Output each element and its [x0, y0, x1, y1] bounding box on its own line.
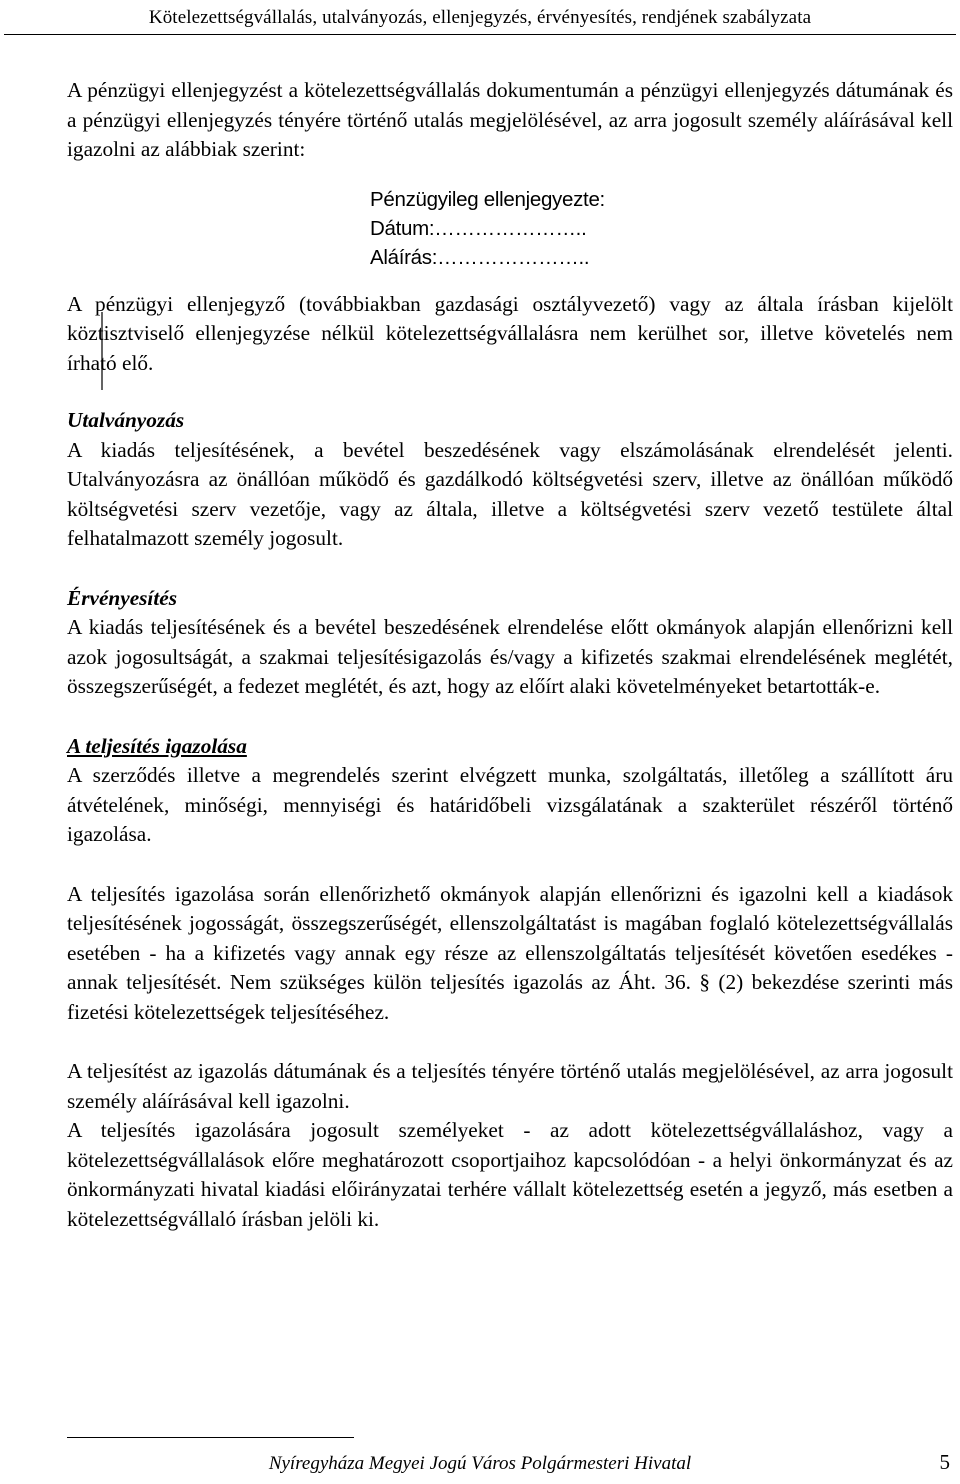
utalvanyozas-paragraph: A kiadás teljesítésének, a bevétel beszedésének vagy elszámolásának elrendelését jelenti. Utalványozásra az önállóan működő és gazdálkodó költségvetési szerv, illetve az önállóan működő költségvetési szerv vezetője, vagy az általa, illetve a költségvetési szerv vezető testülete által felhatalmazott személy jogosult. [67, 437, 953, 550]
signature-block [370, 185, 953, 272]
teljesites-paragraph-2: A teljesítés igazolása során ellenőrizhető okmányok alapján ellenőrizni és igazolni kell a kiadások teljesítésének jogosságát, összegszerűségét, ellenszolgáltatást is magában foglaló kötelezettségvállalás esetében - ha a kifizetés vagy annak egy része az ellenszolgáltatás teljesítését követően esedékes - annak teljesítését. Nem szükséges külön teljesítés igazolás az Áht. 36. § (2) bekezdése szerinti más fizetési kötelezettségek teljesítéséhez. [67, 881, 953, 1024]
ervenyesites-paragraph: A kiadás teljesítésének és a bevétel beszedésének elrendelése előtt okmányok alapján ellenőrizni kell azok jogosultságát, a szakmai teljesítésigazolás és/vagy a kifizetés szakmai elrendelésének meglétét, összegszerűségét, a fedezet meglétét, és azt, hogy az előírt alaki követelményeket betartották-e. [67, 615, 953, 698]
economic-officer-paragraph: A pénzügyi ellenjegyző (továbbiakban gazdasági osztályvezető) vagy az általa írásban kijelölt köztisztviselő ellenjegyzése nélkül kötelezettségvállalásra nem kerülhet sor, illetve követelés nem írható elő. [67, 291, 953, 375]
section-heading-ervenyesites: Érvényesítés [67, 585, 178, 610]
header-divider [4, 34, 956, 35]
page-header [0, 0, 960, 34]
signature-line-date: Dátum:………………….. [370, 216, 587, 240]
teljesites-paragraph-1: A szerződés illetve a megrendelés szerint elvégzett munka, szolgáltatás, illetőleg a szállított áru átvételének, minőségi, mennyiségi és határidőbeli vizsgálatának a szakterület részéről történő igazolása. [67, 763, 953, 846]
signature-line-countersigned: Pénzügyileg ellenjegyezte: [370, 187, 605, 211]
document-body [67, 76, 953, 1234]
intro-paragraph: A pénzügyi ellenjegyzést a kötelezettségvállalás dokumentumán a pénzügyi ellenjegyzés dátumának és a pénzügyi ellenjegyzés tényére történő utalás megjelölésével, az arra jogosult személy aláírásával kell igazolni az alábbiak szerint: [67, 78, 953, 161]
teljesites-paragraph-4: A teljesítés igazolására jogosult személyeket - az adott kötelezettségvállaláshoz, vagy a kötelezettségvállalások előre meghatározott csoportjaihoz kapcsolódóan - a helyi önkormányzat és az önkormányzati hivatal kiadási előirányzatai terhére vállalt kötelezettség esetén a jegyző, más esetben a kötelezettségvállaló írásban jelöli ki. [67, 1118, 953, 1231]
section-heading-teljesites: A teljesítés igazolása [67, 733, 247, 758]
header-title: Kötelezettségvállalás, utalványozás, ellenjegyzés, érvényesítés, rendjének szabályzata [148, 7, 812, 28]
footer-institution: Nyíregyháza Megyei Jogú Város Polgármesteri Hivatal [268, 1453, 692, 1474]
section-heading-utalvanyozas: Utalványozás [67, 408, 185, 432]
signature-line-signature: Aláírás:………………….. [370, 245, 590, 269]
footer-divider [67, 1437, 354, 1438]
teljesites-paragraph-3: A teljesítést az igazolás dátumának és a teljesítés tényére történő utalás megjelölésével, az arra jogosult személy aláírásával kell igazolni. [67, 1059, 953, 1113]
page-number: 5 [939, 1450, 950, 1474]
